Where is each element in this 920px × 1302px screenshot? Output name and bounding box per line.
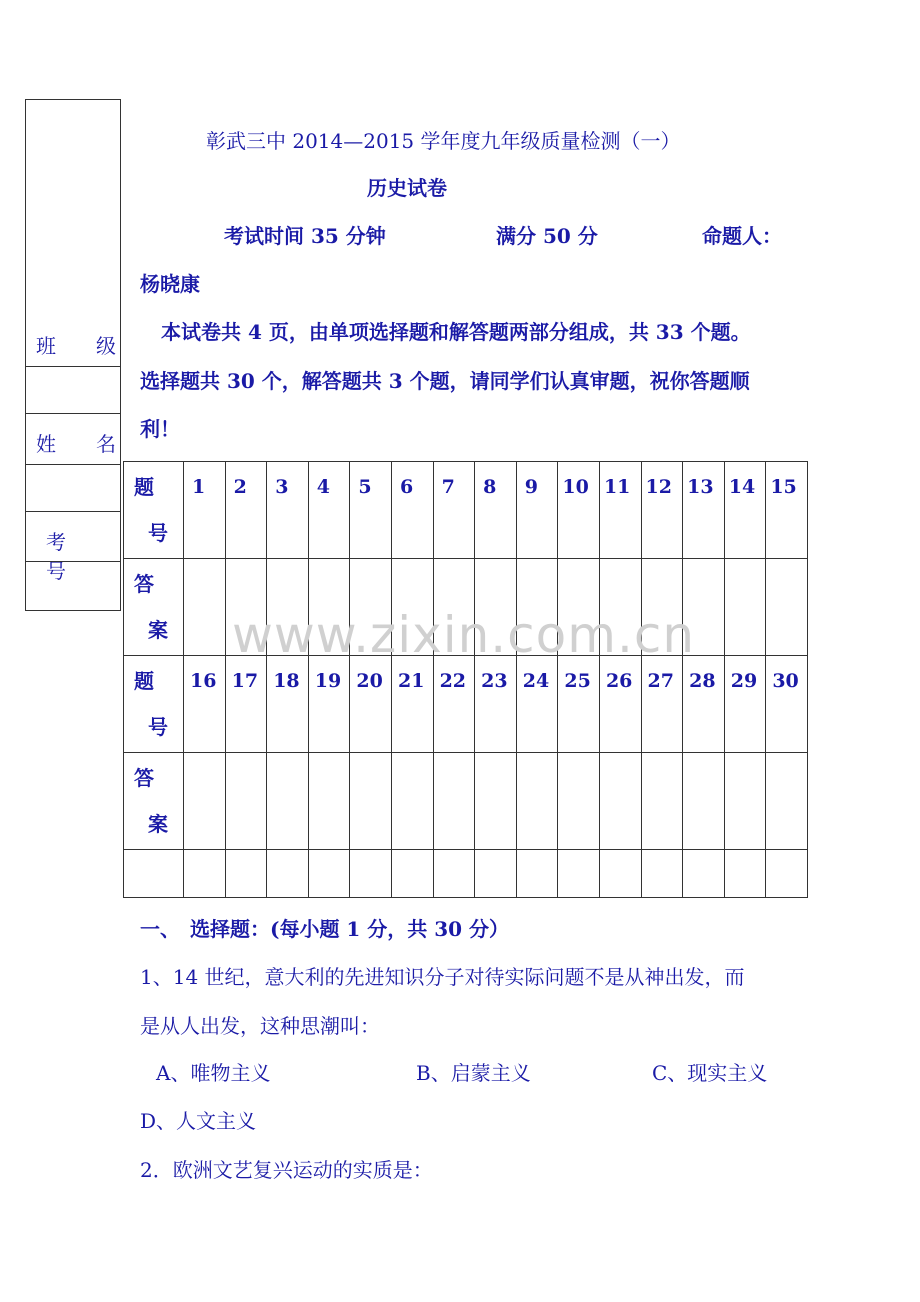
- exam-number-field[interactable]: [26, 561, 120, 610]
- question-number: 20: [350, 656, 392, 753]
- question-number: 12: [641, 462, 683, 559]
- question-1-line-1: 1、14 世纪，意大利的先进知识分子对待实际问题不是从神出发，而: [140, 965, 745, 989]
- blank-cell: [558, 850, 600, 898]
- question-number: 4: [308, 462, 350, 559]
- question-number: 15: [766, 462, 808, 559]
- author-label: 命题人：: [702, 224, 782, 248]
- blank-cell: [766, 850, 808, 898]
- question-number: 8: [475, 462, 517, 559]
- question-number: 10: [558, 462, 600, 559]
- intro-line-3: 利！: [140, 417, 180, 441]
- question-number: 25: [558, 656, 600, 753]
- answer-cell[interactable]: [475, 753, 517, 850]
- answer-cell[interactable]: [599, 753, 641, 850]
- name-label: 姓 名: [36, 432, 116, 456]
- question-number: 3: [267, 462, 309, 559]
- answer-cell[interactable]: [433, 753, 475, 850]
- blank-cell: [683, 850, 725, 898]
- question-number: 1: [184, 462, 226, 559]
- question-number: 7: [433, 462, 475, 559]
- question-number: 30: [766, 656, 808, 753]
- author-name: 杨晓康: [140, 272, 200, 296]
- question-number: 13: [683, 462, 725, 559]
- answer-cell[interactable]: [391, 753, 433, 850]
- answer-row-2: [124, 753, 808, 850]
- question-number: 16: [184, 656, 226, 753]
- question-1-option-c: C、现实主义: [652, 1061, 768, 1085]
- blank-cell: [124, 850, 184, 898]
- answer-cell[interactable]: [267, 753, 309, 850]
- question-number: 26: [599, 656, 641, 753]
- blank-cell: [225, 850, 267, 898]
- answer-cell[interactable]: [516, 753, 558, 850]
- answer-header: 答 案: [124, 559, 184, 656]
- question-number: 22: [433, 656, 475, 753]
- question-number-header: 题 号: [124, 462, 184, 559]
- blank-cell: [391, 850, 433, 898]
- question-number: 19: [308, 656, 350, 753]
- blank-cell: [433, 850, 475, 898]
- question-number: 24: [516, 656, 558, 753]
- question-number-row-1: [124, 462, 808, 559]
- answer-cell[interactable]: [724, 559, 766, 656]
- question-1-option-d: D、人文主义: [140, 1109, 257, 1133]
- answer-cell[interactable]: [558, 753, 600, 850]
- question-number: 6: [391, 462, 433, 559]
- question-number: 9: [516, 462, 558, 559]
- answer-cell[interactable]: [641, 753, 683, 850]
- answer-cell[interactable]: [683, 753, 725, 850]
- intro-line-1: 本试卷共 4 页，由单项选择题和解答题两部分组成，共 33 个题。: [161, 320, 751, 344]
- answer-header: 答 案: [124, 753, 184, 850]
- question-number: 14: [724, 462, 766, 559]
- question-number: 28: [683, 656, 725, 753]
- question-1-line-2: 是从人出发，这种思潮叫：: [140, 1014, 380, 1038]
- question-number: 27: [641, 656, 683, 753]
- answer-cell[interactable]: [350, 753, 392, 850]
- full-score: 满分 50 分: [496, 224, 598, 248]
- blank-cell: [350, 850, 392, 898]
- question-number: 2: [225, 462, 267, 559]
- question-number: 17: [225, 656, 267, 753]
- answer-cell[interactable]: [184, 559, 226, 656]
- student-info-box: [25, 99, 121, 611]
- blank-cell: [599, 850, 641, 898]
- question-number-header: 题 号: [124, 656, 184, 753]
- subject-title: 历史试卷: [367, 176, 447, 200]
- exam-time: 考试时间 35 分钟: [224, 224, 386, 248]
- question-number: 5: [350, 462, 392, 559]
- question-1-option-b: B、启蒙主义: [416, 1061, 531, 1085]
- blank-cell: [184, 850, 226, 898]
- class-label: 班 级: [36, 334, 116, 358]
- name-field[interactable]: [26, 464, 120, 512]
- answer-cell[interactable]: [308, 753, 350, 850]
- answer-cell[interactable]: [766, 753, 808, 850]
- blank-cell: [641, 850, 683, 898]
- question-number: 29: [724, 656, 766, 753]
- answer-cell[interactable]: [184, 753, 226, 850]
- exam-number-label: 考 号: [46, 530, 106, 583]
- answer-cell[interactable]: [766, 559, 808, 656]
- watermark: www.zixin.com.cn: [232, 606, 696, 664]
- intro-line-2: 选择题共 30 个，解答题共 3 个题，请同学们认真审题，祝你答题顺: [140, 369, 750, 393]
- exam-title: 彰武三中 2014—2015 学年度九年级质量检测（一）: [206, 129, 681, 153]
- answer-cell[interactable]: [225, 753, 267, 850]
- blank-cell: [516, 850, 558, 898]
- blank-cell: [475, 850, 517, 898]
- question-1-option-a: A、唯物主义: [156, 1061, 271, 1085]
- answer-grid: [123, 461, 808, 898]
- question-number-row-2: [124, 656, 808, 753]
- question-number: 18: [267, 656, 309, 753]
- question-2: 2．欧洲文艺复兴运动的实质是：: [140, 1158, 433, 1182]
- section-heading: 一、 选择题：(每小题 1 分，共 30 分）: [140, 917, 510, 941]
- blank-cell: [267, 850, 309, 898]
- question-number: 23: [475, 656, 517, 753]
- question-number: 21: [391, 656, 433, 753]
- class-field[interactable]: [26, 366, 120, 414]
- blank-row: [124, 850, 808, 898]
- question-number: 11: [599, 462, 641, 559]
- blank-cell: [724, 850, 766, 898]
- answer-cell[interactable]: [724, 753, 766, 850]
- blank-cell: [308, 850, 350, 898]
